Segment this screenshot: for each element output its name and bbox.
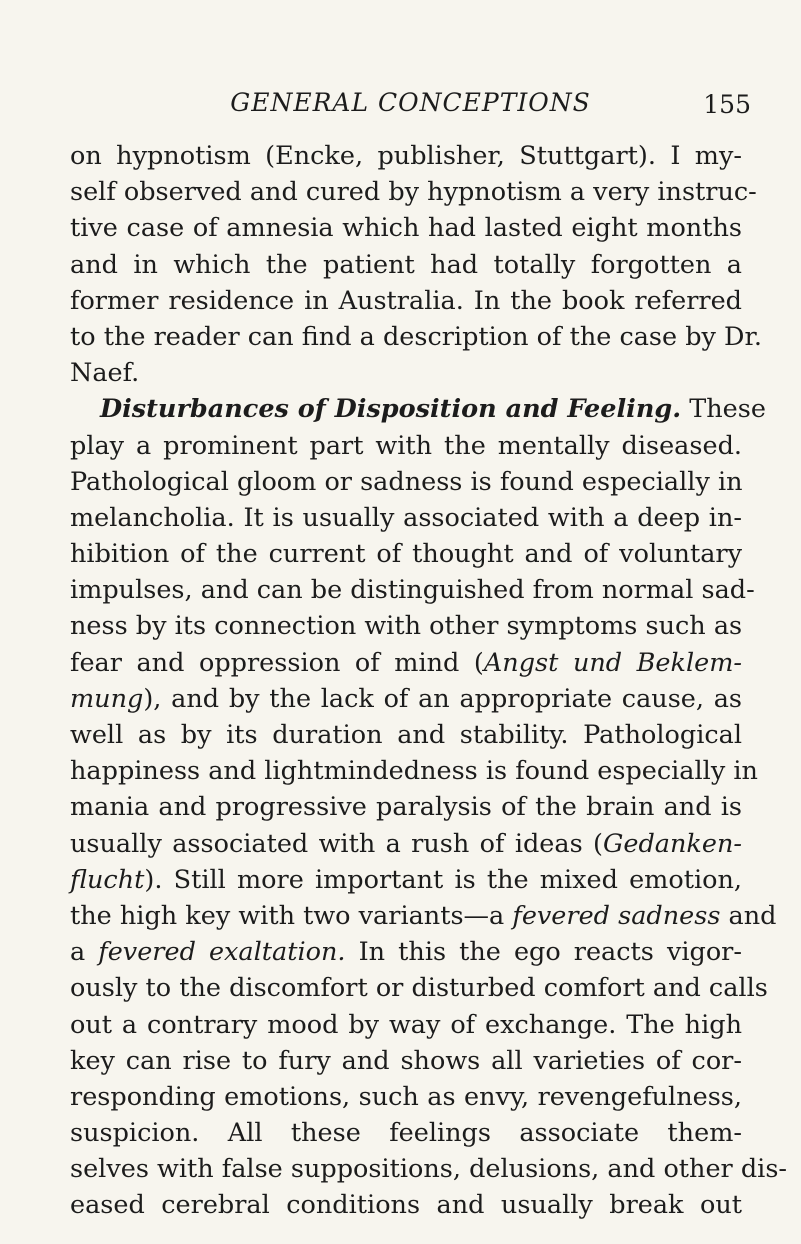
text-line [70, 717, 742, 753]
text-line [70, 355, 742, 391]
line-text: out a contrary mood by way of exchange. The high [70, 1009, 742, 1040]
line-text: the high key with two variants—a [70, 900, 513, 931]
text-line [70, 283, 742, 319]
text-line [70, 391, 766, 427]
text-line [70, 572, 755, 608]
line-text: Pathological gloom or sadness is found especially in [70, 466, 743, 497]
line-text: suspicion. All these feelings associate them- [70, 1118, 742, 1149]
text-line [70, 934, 742, 970]
text-line [70, 1043, 742, 1079]
line-text: play a prominent part with the mentally diseased. [70, 430, 742, 461]
line-text: on hypnotism (Encke, publisher, Stuttgart). I my- [70, 141, 742, 171]
line-text: Naef. [70, 358, 140, 389]
line-text: mania and progressive paralysis of the brain and is [70, 792, 742, 823]
text-line [70, 210, 742, 246]
italic-term: flucht [70, 864, 145, 895]
italic-term: fevered exaltation. [98, 937, 346, 968]
text-line [70, 319, 762, 355]
text-line [70, 645, 742, 681]
line-text: and [720, 900, 777, 931]
text-line [70, 464, 742, 500]
text-line [70, 536, 742, 572]
running-title: GENERAL CONCEPTIONS [230, 88, 591, 117]
text-line [70, 826, 742, 862]
text-line [70, 1007, 742, 1043]
italic-term: fevered sadness [512, 900, 721, 931]
text-line [70, 681, 742, 717]
line-text: melancholia. It is usually associated with a deep in- [70, 502, 742, 533]
text-line [70, 428, 742, 464]
text-line [70, 862, 742, 898]
text-line [70, 1079, 742, 1115]
text-line [70, 1187, 742, 1223]
running-head [70, 88, 751, 122]
line-text: key can rise to fury and shows all varieties of cor- [70, 1045, 742, 1076]
line-text: a [70, 937, 99, 968]
line-text: ness by its connection with other symptoms such as [70, 611, 743, 642]
line-text: and in which the patient had totally forgotten a [70, 249, 742, 280]
text-line [70, 608, 742, 644]
text-line [70, 898, 777, 934]
line-text: responding emotions, such as envy, revengefulness, [70, 1081, 742, 1112]
line-text: usually associated with a rush of ideas ( [70, 828, 603, 859]
line-text: These [689, 394, 766, 425]
section-heading: Disturbances of Disposition and Feeling. [100, 394, 682, 425]
text-line [70, 789, 742, 825]
line-text: hibition of the current of thought and of voluntary [70, 539, 742, 570]
text-line [70, 247, 742, 283]
line-text: self observed and cured by hypnotism a very instruc- [70, 177, 757, 208]
italic-term: mung [70, 683, 144, 714]
text-line [70, 970, 768, 1006]
line-text: tive case of amnesia which had lasted eight months [70, 213, 742, 244]
text-line [70, 1115, 742, 1151]
page-number: 155 [703, 90, 751, 119]
line-text: well as by its duration and stability. Pathological [70, 720, 742, 750]
italic-term: Gedanken- [603, 828, 742, 859]
line-text: happiness and lightmindedness is found especially in [70, 756, 758, 787]
italic-term: Angst und Beklem- [483, 647, 743, 678]
line-text: ), and by the lack of an appropriate cause, as [143, 683, 742, 714]
line-text: In this the ego reacts vigor- [345, 937, 742, 968]
line-text: ). Still more important is the mixed emotion, [144, 864, 742, 895]
line-text: former residence in Australia. In the book referred [70, 285, 742, 316]
body-text [70, 138, 788, 1224]
line-text: selves with false suppositions, delusions, and other dis- [70, 1154, 788, 1185]
line-text: fear and oppression of mind ( [70, 647, 484, 678]
line-text: ously to the discomfort or disturbed comfort and calls [70, 973, 768, 1004]
line-text: eased cerebral conditions and usually break out [70, 1190, 742, 1221]
text-line [70, 174, 757, 210]
text-line [70, 138, 742, 174]
text-line [70, 753, 758, 789]
line-text: impulses, and can be distinguished from normal sad- [70, 575, 755, 606]
text-line [70, 500, 742, 536]
text-line [70, 1151, 788, 1187]
line-text: to the reader can find a description of the case by Dr. [70, 321, 762, 352]
